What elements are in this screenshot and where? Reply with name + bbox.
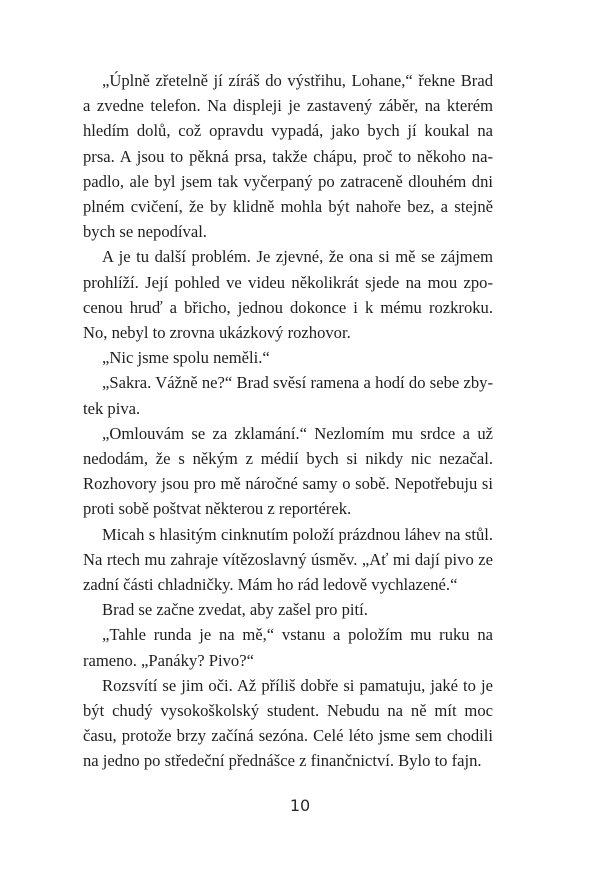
paragraph-2: A je tu další problém. Je zjevné, že ona si mě se zájmem prohlíží. Její pohled ve videu několikrát sjede na mou zpocenou hruď a břicho, jednou dokonce i k mému rozkroku. No, nebyl to zrovna ukázkový rozhovor. <box>83 247 493 343</box>
paragraph-9: Rozsvítí se jim oči. Až příliš dobře si pamatuju, jaké to je být chudý vysokoškolský student. Nebudu na ně mít moc času, protože brzy začíná sezóna. Celé léto jsme sem chodili na jedno po středeční přednášce z finančnictví. Bylo to fajn. <box>83 675 493 771</box>
paragraph-6: Micah s hlasitým cinknutím položí prázdnou láhev na stůl. Na rtech mu zahraje vítězoslavný úsměv. „Ať mi dají pivo ze zadní části chladničky. Mám ho rád ledově vychlazené.“ <box>83 524 493 595</box>
paragraph-3: „Nic jsme spolu neměli.“ <box>102 348 270 368</box>
paragraph-1: „Úplně zřetelně jí zíráš do výstřihu, Lohane,“ řekne Brad a zvedne telefon. Na displeji je zastavený záběr, na kterém hledím dolů, což opravdu vypadá, jako bych jí koukal na prsa. A jsou to pěkná prsa, takže chápu, proč to někoho napadlo, ale byl jsem tak vyčerpaný po zatraceně dlouhém dni plném cvičení, že by klidně mohla být nahoře bez, a stejně bych se nepodíval. <box>83 71 493 242</box>
paragraph-7: Brad se začne zvedat, aby zašel pro pití. <box>102 600 368 620</box>
paragraph-8: „Tahle runda je na mě,“ vstanu a položím mu ruku na rameno. „Panáky? Pivo?“ <box>83 625 493 670</box>
page-number: 10 <box>289 796 311 815</box>
paragraph-5: „Omlouvám se za zklamání.“ Nezlomím mu srdce a už nedodám, že s někým z médií bych si nikdy nic nezačal. Rozhovory jsou pro mě náročné samy o sobě. Nepotřebuju si proti sobě poštvat některou z reportérek. <box>83 423 493 519</box>
paragraph-4: „Sakra. Vážně ne?“ Brad svěsí ramena a hodí do sebe zbytek piva. <box>83 373 493 418</box>
body-text <box>83 68 493 774</box>
